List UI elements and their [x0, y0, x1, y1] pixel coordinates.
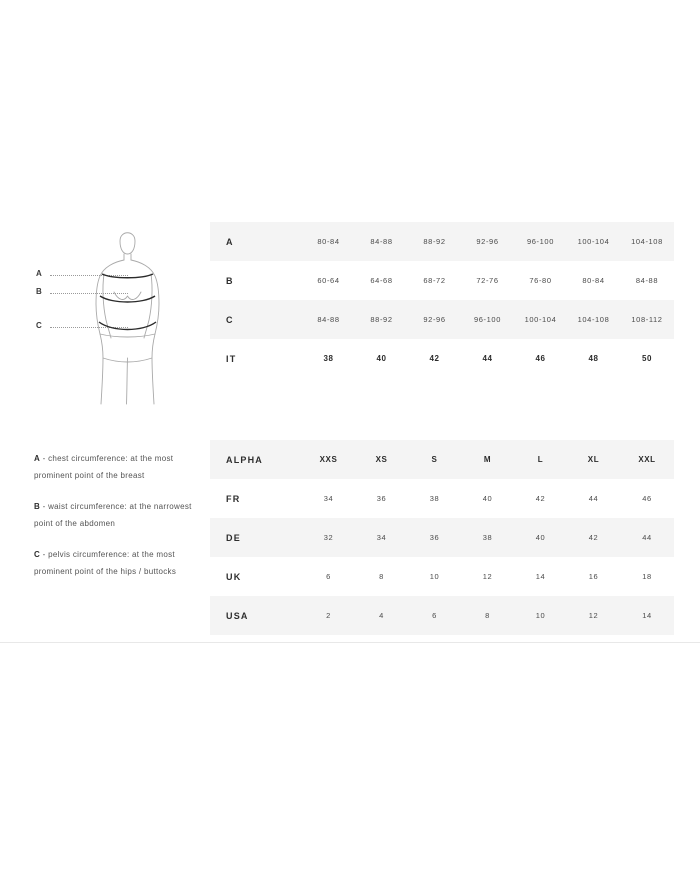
table-row [210, 300, 674, 339]
cell: 44 [461, 339, 514, 378]
section-divider [0, 642, 700, 643]
cell: 18 [620, 557, 674, 596]
cell: S [408, 440, 461, 479]
cell: XXL [620, 440, 674, 479]
cell: XL [567, 440, 620, 479]
cell: 60-64 [302, 261, 355, 300]
cell: 34 [302, 479, 355, 518]
row-label: A [210, 222, 302, 261]
cell: 72-76 [461, 261, 514, 300]
cell: 14 [620, 596, 674, 635]
cell: 44 [620, 518, 674, 557]
cell: 48 [567, 339, 620, 378]
row-label: FR [210, 479, 302, 518]
figure-label-a: A [36, 269, 43, 278]
cell: 38 [302, 339, 355, 378]
cell: 32 [302, 518, 355, 557]
cell: 84-88 [620, 261, 674, 300]
cell: 50 [620, 339, 674, 378]
legend-item [34, 546, 194, 580]
legend-text: - pelvis circumference: at the most prominent point of the hips / buttocks [34, 550, 177, 576]
measurement-legend [34, 450, 194, 594]
cell: 6 [408, 596, 461, 635]
cell: 40 [461, 479, 514, 518]
table-row [210, 440, 674, 479]
cell: 108-112 [620, 300, 674, 339]
legend-text: - chest circumference: at the most prominent point of the breast [34, 454, 174, 480]
cell: 4 [355, 596, 408, 635]
row-label: USA [210, 596, 302, 635]
row-label: ALPHA [210, 440, 302, 479]
cell: 8 [355, 557, 408, 596]
cell: 8 [461, 596, 514, 635]
cell: 88-92 [408, 222, 461, 261]
cell: 42 [567, 518, 620, 557]
cell: 14 [514, 557, 567, 596]
row-label: C [210, 300, 302, 339]
cell: 76-80 [514, 261, 567, 300]
cell: 42 [408, 339, 461, 378]
cell: 40 [514, 518, 567, 557]
cell: XS [355, 440, 408, 479]
cell: 96-100 [514, 222, 567, 261]
cell: 92-96 [461, 222, 514, 261]
row-label: DE [210, 518, 302, 557]
cell: 46 [620, 479, 674, 518]
cell: 104-108 [567, 300, 620, 339]
row-label: UK [210, 557, 302, 596]
cell: 34 [355, 518, 408, 557]
cell: 84-88 [302, 300, 355, 339]
cell: 6 [302, 557, 355, 596]
female-body-outline-icon [78, 222, 198, 412]
legend-item [34, 498, 194, 532]
cell: 88-92 [355, 300, 408, 339]
cell: 84-88 [355, 222, 408, 261]
cell: 40 [355, 339, 408, 378]
cell: 100-104 [514, 300, 567, 339]
figure-label-b: B [36, 287, 43, 296]
table-row [210, 479, 674, 518]
cell: 36 [408, 518, 461, 557]
row-label: B [210, 261, 302, 300]
cell: 2 [302, 596, 355, 635]
cell: 92-96 [408, 300, 461, 339]
cell: 44 [567, 479, 620, 518]
cell: 80-84 [302, 222, 355, 261]
cell: 16 [567, 557, 620, 596]
cell: M [461, 440, 514, 479]
legend-item [34, 450, 194, 484]
cell: 12 [567, 596, 620, 635]
legend-key: B [34, 502, 41, 511]
cell: 42 [514, 479, 567, 518]
legend-key: A [34, 454, 41, 463]
cell: 68-72 [408, 261, 461, 300]
legend-text: - waist circumference: at the narrowest point of the abdomen [34, 502, 192, 528]
table-row [210, 518, 674, 557]
cell: 80-84 [567, 261, 620, 300]
cell: 36 [355, 479, 408, 518]
cell: 10 [514, 596, 567, 635]
cell: 104-108 [620, 222, 674, 261]
cell: 38 [408, 479, 461, 518]
row-label: IT [210, 339, 302, 378]
cell: 38 [461, 518, 514, 557]
cell: L [514, 440, 567, 479]
table-row [210, 596, 674, 635]
cell: XXS [302, 440, 355, 479]
table-row [210, 261, 674, 300]
size-conversion-table [210, 440, 674, 635]
cell: 64-68 [355, 261, 408, 300]
body-figure-area [28, 222, 208, 422]
table-row [210, 557, 674, 596]
legend-key: C [34, 550, 41, 559]
table-row [210, 222, 674, 261]
figure-label-c: C [36, 321, 43, 330]
cell: 100-104 [567, 222, 620, 261]
cell: 10 [408, 557, 461, 596]
cell: 12 [461, 557, 514, 596]
cell: 46 [514, 339, 567, 378]
cell: 96-100 [461, 300, 514, 339]
table-row [210, 339, 674, 378]
body-measurements-table [210, 222, 674, 378]
